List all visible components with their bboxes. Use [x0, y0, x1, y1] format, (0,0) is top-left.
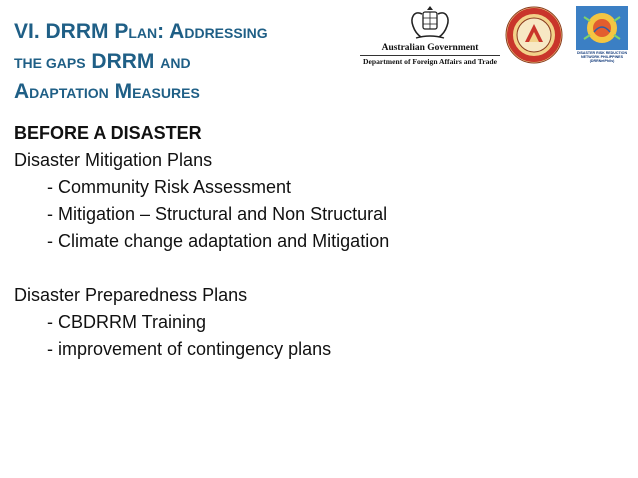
spacer — [14, 255, 624, 282]
drrnet-emblem-icon — [572, 5, 632, 51]
preparedness-plans-label: Disaster Preparedness Plans — [14, 285, 248, 305]
list-item: - Mitigation – Structural and Non Structural — [47, 204, 388, 224]
list-item: - CBDRRM Training — [47, 312, 207, 332]
title-line-3: ADAPTATION MEASURES — [14, 80, 200, 103]
slide-title — [14, 18, 314, 108]
coat-of-arms-icon — [404, 4, 456, 42]
partner-logos — [360, 4, 635, 66]
list-item: - Community Risk Assessment — [47, 177, 292, 197]
title-line-2: THE GAPS DRRM AND — [14, 50, 191, 73]
mitigation-plans-label: Disaster Mitigation Plans — [14, 150, 213, 170]
australian-government-logo — [360, 4, 500, 66]
aus-dept-name: Department of Foreign Affairs and Trade — [360, 55, 500, 66]
slide-body — [14, 120, 624, 363]
drrnet-phils-logo — [572, 5, 632, 65]
title-line-1: VI. DRRM PLAN: ADDRESSING — [14, 20, 268, 43]
aus-gov-name: Australian Government — [381, 43, 479, 53]
department-seal-icon — [505, 6, 563, 64]
list-item: - improvement of contingency plans — [47, 339, 332, 359]
list-item: - Climate change adaptation and Mitigation — [47, 231, 390, 251]
section-heading: BEFORE A DISASTER — [14, 123, 202, 143]
drrnet-caption: DISASTER RISK REDUCTION NETWORK PHILIPPINES (DRRNetPhils) — [576, 51, 628, 63]
